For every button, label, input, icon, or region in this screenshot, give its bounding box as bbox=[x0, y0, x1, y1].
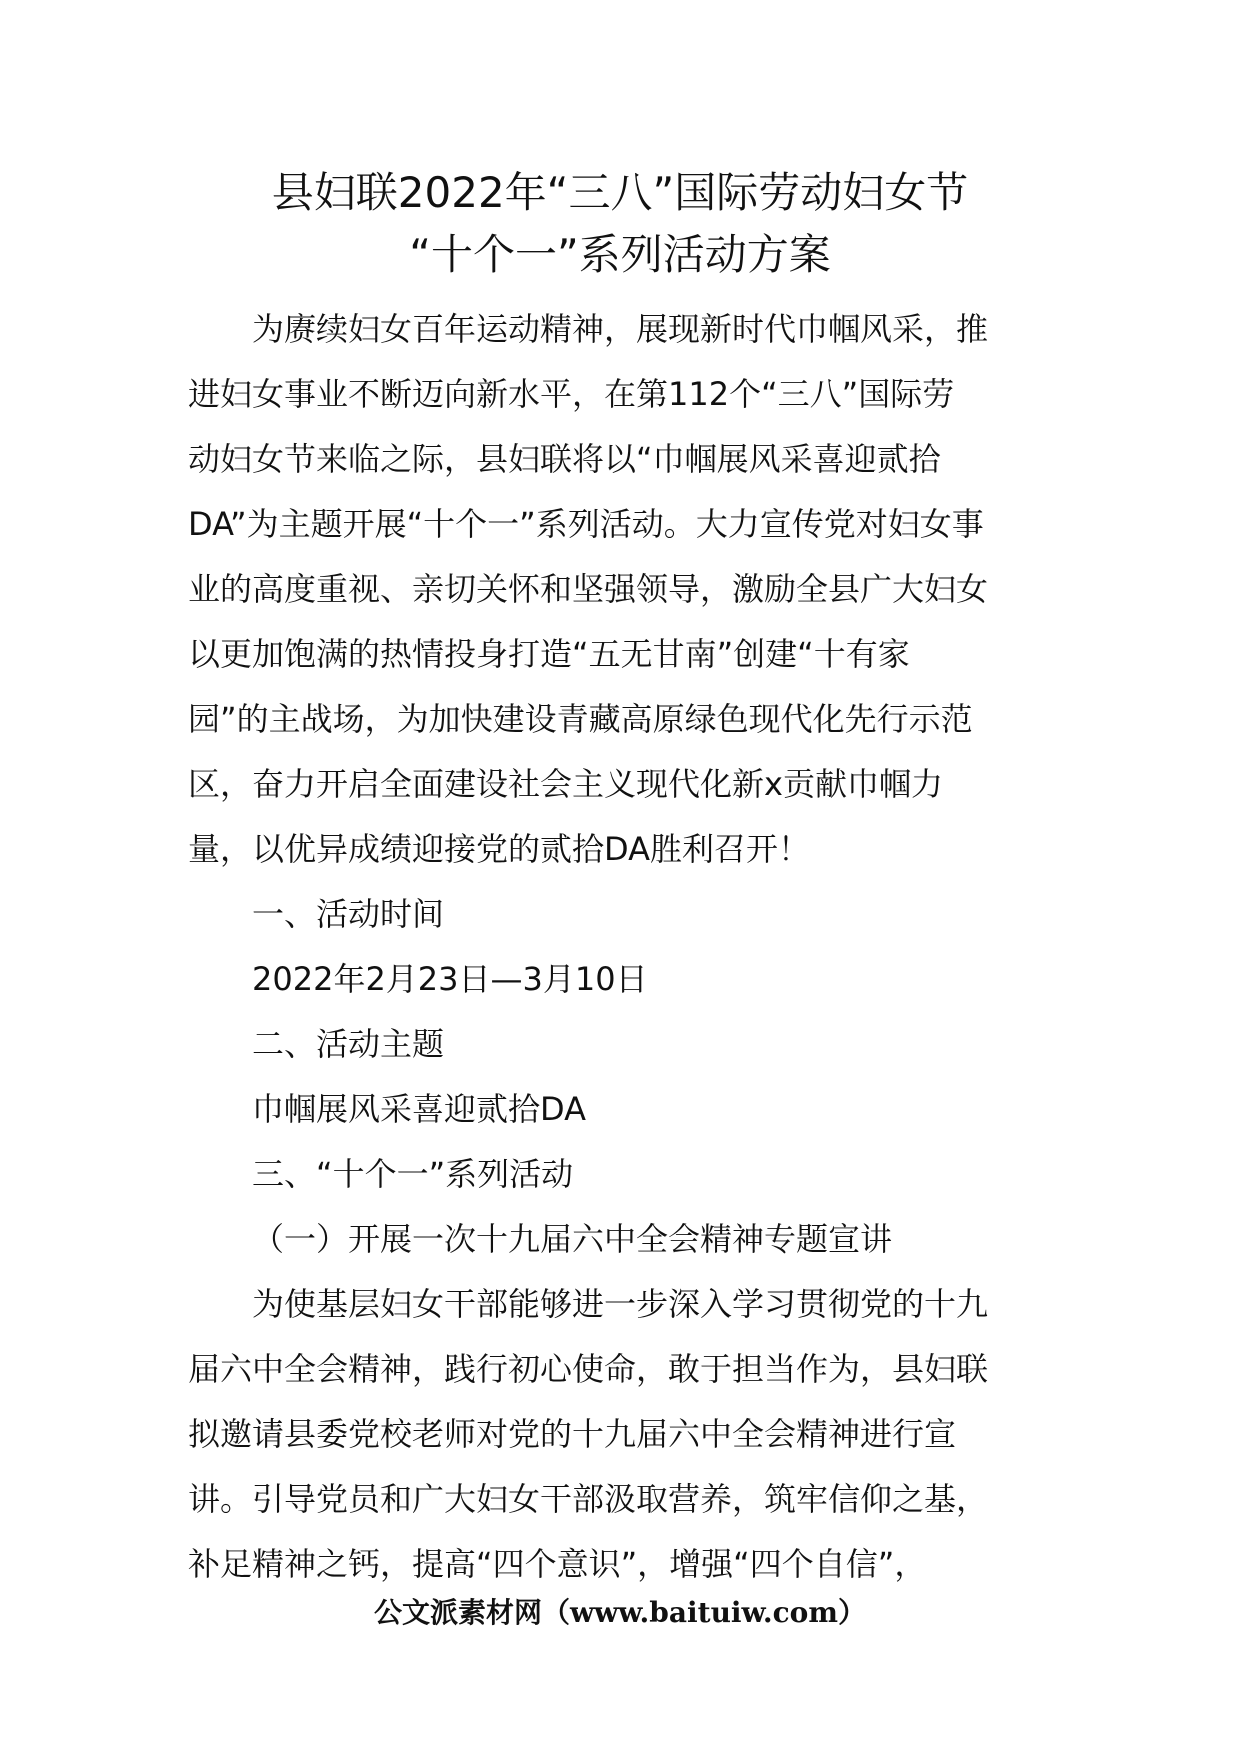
paragraph-2-line: 讲。引导党员和广大妇女干部汲取营养，筑牢信仰之基， bbox=[188, 1480, 989, 1518]
paragraph-1-line: 园”的主战场，为加快建设青藏高原绿色现代化先行示范 bbox=[188, 700, 973, 738]
paragraph-1-line: 区，奋力开启全面建设社会主义现代化新x贡献巾帼力 bbox=[188, 765, 943, 803]
paragraph-1-line: 以更加饱满的热情投身打造“五无甘南”创建“十有家 bbox=[188, 635, 910, 673]
title-line-1: 县妇联2022年“三八”国际劳动妇女节 bbox=[271, 168, 969, 217]
document-body bbox=[188, 297, 1060, 1597]
paragraph-2-line: 补足精神之钙，提高“四个意识”，增强“四个自信”， bbox=[188, 1545, 927, 1583]
paragraph-1-line: 为赓续妇女百年运动精神，展现新时代巾帼风采，推 bbox=[252, 310, 989, 348]
paragraph-1-line: 业的高度重视、亲切关怀和坚强领导，激励全县广大妇女 bbox=[188, 570, 989, 608]
section-3-heading: 三、“十个一”系列活动 bbox=[252, 1155, 574, 1193]
paragraph-2-line: 为使基层妇女干部能够进一步深入学习贯彻党的十九 bbox=[252, 1285, 989, 1323]
paragraph-1-line: 量，以优异成绩迎接党的贰拾DA胜利召开！ bbox=[188, 830, 810, 868]
paragraph-2-line: 拟邀请县委党校老师对党的十九届六中全会精神进行宣 bbox=[188, 1415, 957, 1453]
section-2-content: 巾帼展风采喜迎贰拾DA bbox=[252, 1090, 586, 1128]
paragraph-2-line: 届六中全会精神，践行初心使命，敢于担当作为，县妇联 bbox=[188, 1350, 989, 1388]
section-2-heading: 二、活动主题 bbox=[252, 1025, 445, 1063]
paragraph-1-line: 动妇女节来临之际，县妇联将以“巾帼展风采喜迎贰拾 bbox=[188, 440, 941, 478]
section-1-content: 2022年2月23日—3月10日 bbox=[252, 960, 648, 998]
subsection-1-heading: （一）开展一次十九届六中全会精神专题宣讲 bbox=[252, 1220, 893, 1258]
paragraph-1-line: 进妇女事业不断迈向新水平，在第112个“三八”国际劳 bbox=[188, 375, 955, 413]
footer-watermark: 公文派素材网（www.baituiw.com） bbox=[374, 1596, 866, 1629]
section-1-heading: 一、活动时间 bbox=[252, 895, 445, 933]
paragraph-1-line: DA”为主题开展“十个一”系列活动。大力宣传党对妇女事 bbox=[188, 505, 984, 543]
document-title bbox=[150, 162, 1090, 286]
title-line-2: “十个一”系列活动方案 bbox=[409, 230, 831, 279]
